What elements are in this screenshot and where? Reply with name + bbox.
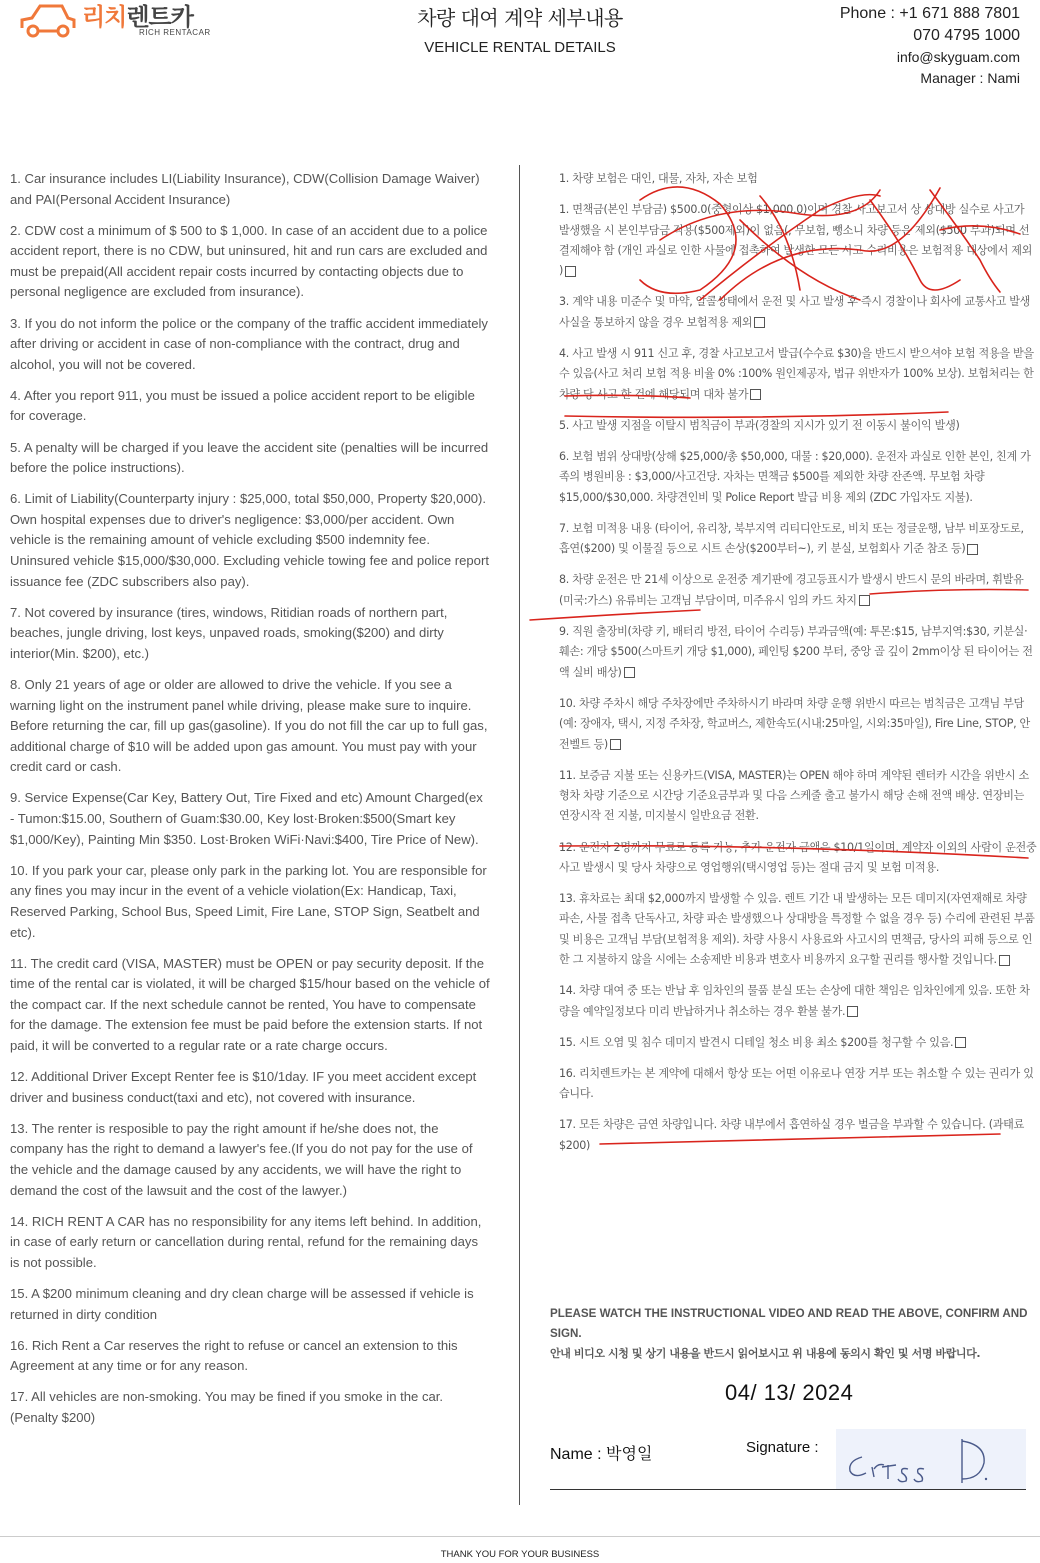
en-term: 8. Only 21 years of age or older are allowed to drive the vehicle. If you see a warning light on the instrument panel while driving, please make sure to inquire. Before returning the car, fill up gas(gasoline). If you do not fill the car up to full gas, additional charge of $10 will be added upon gas amount. You must pay with your credit card or cash. — [10, 676, 488, 775]
ko-term: 15. 시트 오염 및 침수 데미지 발견시 디테일 청소 비용 최소 $200를 청구할 수 있음. — [559, 1033, 1037, 1053]
email: info@skyguam.com — [896, 49, 1020, 65]
name-value: 박영일 — [606, 1444, 653, 1463]
contact-info — [840, 3, 1020, 89]
en-term: 6. Limit of Liability(Counterparty injury : $25,000, total $50,000, Property $20,000). Own hospital expenses due to driver's negligence: $3,000/per accident. Own vehicle is the remaining amount of vehicle excluding $500 indemnity fee. Uninsured vehicle $15,000/$30,000. Excluding vehicle towing fee and police report issuance fee (ZDC subscribers also pay). — [10, 491, 489, 589]
en-term: 4. After you report 911, you must be issued a police accident report to be eligible for coverage. — [10, 387, 475, 424]
name-label: Name : — [550, 1446, 602, 1463]
ko-term: 14. 차량 대여 중 또는 반납 후 임차인의 물품 분실 또는 손상에 대한 책임은 임차인에게 있음. 또한 차량을 예약일정보다 미리 반납하거나 취소하는 경우 환불 불가. — [559, 984, 1030, 1018]
korean-terms — [559, 169, 1037, 1167]
en-term: 17. All vehicles are non-smoking. You may be fined if you smoke in the car. (Penalty $200) — [10, 1389, 444, 1425]
signature-label: Signature : — [746, 1439, 819, 1456]
column-divider — [519, 165, 520, 1505]
agree-checkbox-15[interactable] — [955, 1037, 966, 1048]
agree-checkbox-1[interactable] — [565, 266, 576, 277]
agree-checkbox-9[interactable] — [624, 667, 635, 678]
en-term: 2. CDW cost a minimum of $ 500 to $ 1,000. In case of an accident due to a police accident report, there is no CDW, but uninsured, hit and run cars are excluded and must be prepaid(All accident repair costs incurred by contacting objects due to personal negligence are excluded from insurance). — [10, 222, 488, 300]
ko-term: 12. 운전자 2명까지 무료로 등록 가능, 추가 운전자 금액은 $10/1일이며, 계약자 이외의 사람이 운전중 사고 발생시 및 당사 차량으로 영업행위(택시영업 등)는 절대 금지 및 보험 미적용. — [559, 840, 1037, 874]
confirm-english: PLEASE WATCH THE INSTRUCTIONAL VIDEO AND READ THE ABOVE, CONFIRM AND SIGN. — [550, 1307, 1028, 1340]
title-korean: 차량 대여 계약 세부내용 — [417, 6, 623, 30]
en-term: 12. Additional Driver Except Renter fee is $10/1day. IF you meet accident except driver and business conduct(taxi and etc), not covered with insurance. — [10, 1069, 477, 1105]
name-field — [550, 1441, 652, 1464]
agree-checkbox-7[interactable] — [967, 544, 978, 555]
agree-checkbox-4[interactable] — [750, 389, 761, 400]
en-term: 9. Service Expense(Car Key, Battery Out, Tire Fixed and etc) Amount Charged(ex - Tumon:$15.00, Southern of Guam:$30.00, Key lost·Broken:$500(Smart key $1,000/Key), Painting Min $350. Lost·Broken WiFi·Navi:$400, Tire Price of New). — [10, 790, 483, 847]
signing-date: 04/ 13/ 2024 — [725, 1380, 854, 1405]
agree-checkbox-10[interactable] — [610, 739, 621, 750]
ko-term: 9. 직원 출장비(차량 키, 배터리 방전, 타이어 수리등) 부과금액(예: 투몬:$15, 남부지역:$30, 키분실·훼손: 개당 $500(스마트키 개당 $1,000), 페인팅 $200 부터, 중앙 골 깊이 2mm이상 된 타이어는 전액 실비 배상) — [559, 624, 1033, 679]
confirm-korean: 안내 비디오 시청 및 상기 내용을 반드시 읽어보시고 위 내용에 동의시 확인 및 서명 바랍니다. — [550, 1347, 981, 1360]
ko-term: 16. 리치렌트카는 본 계약에 대해서 항상 또는 어떤 이유로나 연장 거부 또는 취소할 수 있는 권리가 있습니다. — [559, 1066, 1034, 1101]
ko-term: 17. 모든 차량은 금연 차량입니다. 차량 내부에서 흡연하실 경우 벌금을 부과할 수 있습니다. (과태료 $200) — [559, 1118, 1025, 1152]
signature-image — [836, 1429, 1026, 1489]
confirmation-notice — [550, 1304, 1038, 1364]
logo-korean-name: 리치렌트카 — [82, 3, 193, 31]
en-term: 1. Car insurance includes LI(Liability Insurance), CDW(Collision Damage Waiver) and PAI(Personal Accident Insurance) — [10, 171, 480, 207]
phone-kr: 070 4795 1000 — [913, 27, 1020, 44]
footer-text: THANK YOU FOR YOUR BUSINESS — [440, 1549, 600, 1560]
ko-term: 13. 휴차료는 최대 $2,000까지 발생할 수 있음. 렌트 기간 내 발생하는 모든 데미지(자연재해로 차량 파손, 사물 접촉 단독사고, 차량 파손 발생했으나 상대방을 특정할 수 없을 경우 등) 수리에 관련된 부품 및 비용은 고객님 부담(보험적용 제외). 차량 사용시 사용료와 사고시의 면책금, 당사의 피해 등으로 인한 그 지불하지 않을 시에는 소송제반 비용과 변호사 비용까지 요구할 권리를 행사할 것입니다. — [559, 892, 1035, 967]
en-term: 7. Not covered by insurance (tires, windows, Ritidian roads of northern part, beaches, jungle driving, lost keys, unpaved roads, smoking($200) and dirty interior(Min. $200), etc.) — [10, 604, 448, 661]
agree-checkbox-8[interactable] — [859, 595, 870, 606]
signature-line — [550, 1489, 1026, 1490]
en-term: 14. RICH RENT A CAR has no responsibility for any items left behind. In addition, in case of early return or cancellation during rental, refund for the remaining days is not possible. — [10, 1213, 482, 1270]
en-term: 10. If you park your car, please only park in the parking lot. You are responsible for any fines you may incur in the event of a vehicle violation(Ex: Handicap, Taxi, Reserved Parking, School Bus, Speed Limit, Fire Lane, STOP Sign, Seatbelt and etc). — [10, 862, 487, 940]
ko-term: 3. 계약 내용 미준수 및 마약, 알콜상태에서 운전 및 사고 발생 후 즉시 경찰이나 회사에 교통사고 발생 사실을 통보하지 않을 경우 보험적용 제외 — [559, 295, 1031, 329]
logo-english-name: RICH RENTACAR — [139, 28, 211, 37]
ko-term: 1. 면책금(본인 부담금) $500.0(중형이상 $1,000.0)이며 경찰 사고보고서 상 상대방 실수로 사고가 발생했을 시 본인부담금 적용($500제외)이 없음(, 무보험, 뺑소니 차량 등은 제외($500 부과)되며 선결제해야 함 (개인 과실로 인한 사물에 접촉하여 발생한 모든 사고 수리비용은 보험적용 대상에서 제외 ) — [559, 203, 1033, 278]
ko-term: 8. 차량 운전은 만 21세 이상으로 운전중 계기판에 경고등표시가 발생시 반드시 문의 바라며, 휘발유(미국:가스) 유류비는 고객님 부담이며, 미주유시 임의 카드 차지 — [559, 573, 1024, 607]
en-term: 16. Rich Rent a Car reserves the right to refuse or cancel an extension to this Agreement at any time or for any reason. — [10, 1337, 458, 1374]
ko-term: 5. 사고 발생 지점을 이탈시 범칙금이 부과(경찰의 지시가 있기 전 이동시 불이익 발생) — [559, 418, 960, 432]
ko-term: 1. 차량 보험은 대인, 대물, 자차, 자손 보험 — [559, 172, 758, 185]
en-term: 13. The renter is resposible to pay the right amount if he/she does not, the company has the right to demand a lawyer's fee.(If you do not pay for the use of the vehicle and the damage caused by any accidents, we will have the right to demand the cost of the lawsuit and the cost of the lawyer.) — [10, 1120, 473, 1198]
ko-term: 4. 사고 발생 시 911 신고 후, 경찰 사고보고서 발급(수수료 $30)을 반드시 받으셔야 보험 적용을 받을 수 있음(사고 처리 보험 적용 비율 0% :100% 원인제공자, 법규 위반자가 100% 보상). 보험처리는 한 차량 당 사고 한 건에 해당되며 대차 불가 — [559, 346, 1034, 401]
en-term: 3. If you do not inform the police or the company of the traffic accident immediately after driving or accident in case of non-compliance with the contract, drug and alcohol, you will not be covered. — [10, 315, 488, 372]
phone: Phone : +1 671 888 7801 — [839, 5, 1020, 22]
en-term: 5. A penalty will be charged if you leave the accident site (penalties will be incurred before the police instructions). — [10, 439, 489, 476]
agree-checkbox-14[interactable] — [847, 1006, 858, 1017]
manager: Manager : Nami — [920, 70, 1020, 86]
en-term: 11. The credit card (VISA, MASTER) must be OPEN or pay security deposit. If the time of the rental car is violated, it will be charged $15/hour based on the vehicle of the compact car. If the next schedule cannot be rented, You have to compensate for the damage. The extension fee must be paid before the extension starts. If not paid, it will be converted to a regular rate or a rate charge occurs. — [10, 955, 490, 1053]
signature-box[interactable] — [836, 1429, 1026, 1489]
footer-divider — [0, 1536, 1040, 1537]
title-english: VEHICLE RENTAL DETAILS — [424, 39, 616, 56]
ko-term: 11. 보증금 지불 또는 신용카드(VISA, MASTER)는 OPEN 해야 하며 계약된 렌터카 시간을 위반시 소형차 차량 기준으로 시간당 기준요금부과 및 다음 스케줄 출고 불가시 해당 손해 전액 배상. 연장비는 연장시작 전 지불, 미지불시 일반요금 전환. — [559, 768, 1029, 823]
agree-checkbox-13[interactable] — [999, 955, 1010, 966]
agree-checkbox-3[interactable] — [754, 317, 765, 328]
english-terms — [10, 169, 490, 1439]
ko-term: 6. 보험 범위 상대방(상해 $25,000/총 $50,000, 대물 : $20,000). 운전자 과실로 인한 본인, 친계 가족의 병원비용 : $3,000/사고건당. 자차는 면책금 $500를 제외한 차량 잔존액. 무보험 차량 $15,000/$30,000. 차량견인비 및 Police Report 발급 비용 제외 (ZDC 가입자도 지불). — [559, 449, 1031, 504]
ko-term: 10. 차량 주차시 해당 주차장에만 주차하시기 바라며 차량 운행 위반시 따르는 범칙금은 고객님 부담 (예: 장애자, 택시, 지정 주차장, 학교버스, 제한속도(시내:25마일, 시외:35마일), Fire Line, STOP, 안전벨트 등) — [559, 696, 1030, 751]
en-term: 15. A $200 minimum cleaning and dry clean charge will be assessed if vehicle is returned in dirty condition — [10, 1285, 474, 1322]
ko-term: 7. 보험 미적용 내용 (타이어, 유리창, 북부지역 리티디안도로, 비치 또는 정글운행, 남부 비포장도로, 흡연($200) 및 이물질 등으로 시트 손상($200부터~), 키 분실, 보험회사 기준 참조 등) — [559, 521, 1024, 556]
